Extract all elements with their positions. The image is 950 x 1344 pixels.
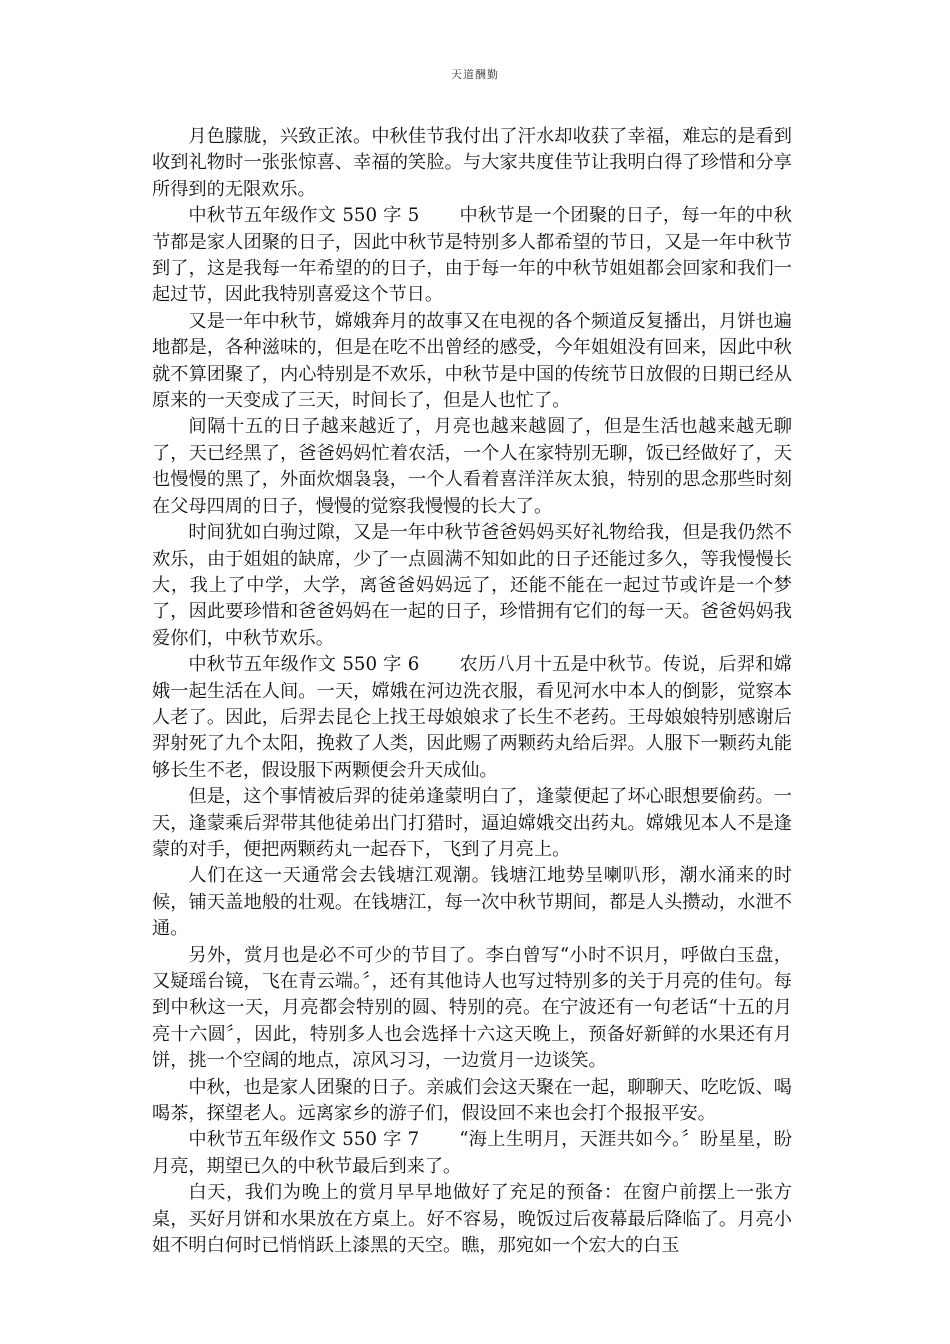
paragraph: [152, 1127, 792, 1180]
paragraph: [152, 203, 792, 309]
paragraph: [152, 1180, 792, 1259]
paragraph-text: 时间犹如白驹过隙，又是一年中秋节爸爸妈妈买好礼物给我，但是我仍然不欢乐，由于姐姐的缺席，少了一点圆满不知如此的日子还能过多久，等我慢慢长大，我上了中学，大学，离爸爸妈妈远了，还能不能在一起过节或许是一个梦了，因此要珍惜和爸爸妈妈在一起的日子，珍惜拥有它们的每一天。爸爸妈妈我爱你们，中秋节欢乐。: [152, 522, 792, 649]
paragraph-text: 中秋节是一个团聚的日子，每一年的中秋节都是家人团聚的日子，因此中秋节是特别多人都希望的节日，又是一年中秋节到了，这是我每一年希望的的日子，由于每一年的中秋节姐姐都会回家和我们一起过节，因此我特别喜爱这个节日。: [152, 205, 792, 306]
paragraph-text: 间隔十五的日子越来越近了，月亮也越来越圆了，但是生活也越来越无聊了，天已经黑了，爸爸妈妈忙着农活，一个人在家特别无聊，饭已经做好了，天也慢慢的黑了，外面炊烟袅袅，一个人看着喜洋洋灰太狼，特别的思念那些时刻在父母四周的日子，慢慢的觉察我慢慢的长大了。: [152, 416, 792, 517]
section-heading: 中秋节五年级作文 550 字 5: [188, 205, 420, 227]
paragraph: [152, 784, 792, 863]
paragraph: [152, 309, 792, 415]
paragraph: [152, 124, 792, 203]
paragraph-text: “海上生明月，天涯共如今。〞盼星星，盼月亮，期望已久的中秋节最后到来了。: [152, 1129, 792, 1177]
document-body: [152, 124, 792, 1259]
page-header: 天道酬勤: [451, 68, 499, 81]
paragraph: [152, 652, 792, 784]
paragraph-text: 农历八月十五是中秋节。传说，后羿和嫦娥一起生活在人间。一天，嫦娥在河边洗衣服，看见河水中本人的倒影，觉察本人老了。因此，后羿去昆仑上找王母娘娘求了长生不老药。王母娘娘特别感谢后羿射死了九个太阳，挽救了人类，因此赐了两颗药丸给后羿。人服下一颗药丸能够长生不老，假设服下两颗便会升天成仙。: [152, 654, 792, 781]
paragraph: [152, 414, 792, 520]
paragraph-text: 中秋，也是家人团聚的日子。亲戚们会这天聚在一起，聊聊天、吃吃饭、喝喝茶，探望老人。远离家乡的游子们，假设回不来也会打个报报平安。: [152, 1076, 792, 1125]
paragraph-text: 另外，赏月也是必不可少的节目了。李白曾写“小时不识月，呼做白玉盘，又疑瑶台镜，飞在青云端。〞，还有其他诗人也写过特别多的关于月亮的佳句。每到中秋这一天，月亮都会特别的圆、特别的亮。在宁波还有一句老话“十五的月亮十六圆〞，因此，特别多人也会选择十六这天晚上，预备好新鲜的水果还有月饼，挑一个空阔的地点，凉风习习，一边赏月一边谈笑。: [152, 944, 792, 1072]
paragraph: [152, 520, 792, 652]
section-heading: 中秋节五年级作文 550 字 7: [188, 1129, 420, 1151]
paragraph: [152, 1075, 792, 1128]
paragraph-text: 月色朦胧，兴致正浓。中秋佳节我付出了汗水却收获了幸福，难忘的是看到收到礼物时一张张惊喜、幸福的笑脸。与大家共度佳节让我明白得了珍惜和分享所得到的无限欢乐。: [152, 126, 792, 200]
paragraph-text: 白天，我们为晚上的赏月早早地做好了充足的预备：在窗户前摆上一张方桌，买好月饼和水果放在方桌上。好不容易，晚饭过后夜幕最后降临了。月亮小姐不明白何时已悄悄跃上漆黑的天空。瞧，那宛如一个宏大的白玉: [152, 1182, 792, 1257]
paragraph: [152, 863, 792, 942]
section-heading: 中秋节五年级作文 550 字 6: [188, 654, 420, 676]
paragraph-text: 人们在这一天通常会去钱塘江观潮。钱塘江地势呈喇叭形，潮水涌来的时候，铺天盖地般的壮观。在钱塘江，每一次中秋节期间，都是人头攒动，水泄不通。: [152, 865, 792, 940]
paragraph: [152, 943, 792, 1075]
paragraph-text: 但是，这个事情被后羿的徒弟逢蒙明白了，逢蒙便起了坏心眼想要偷药。一天，逢蒙乘后羿带其他徒弟出门打猎时，逼迫嫦娥交出药丸。嫦娥见本人不是逢蒙的对手，便把两颗药丸一起吞下，飞到了月亮上。: [152, 786, 792, 860]
paragraph-text: 又是一年中秋节，嫦娥奔月的故事又在电视的各个频道反复播出，月饼也遍地都是，各种滋味的，但是在吃不出曾经的感受，今年姐姐没有回来，因此中秋就不算团聚了，内心特别是不欢乐，中秋节是中国的传统节日放假的日期已经从原来的一天变成了三天，时间长了，但是人也忙了。: [152, 310, 792, 412]
